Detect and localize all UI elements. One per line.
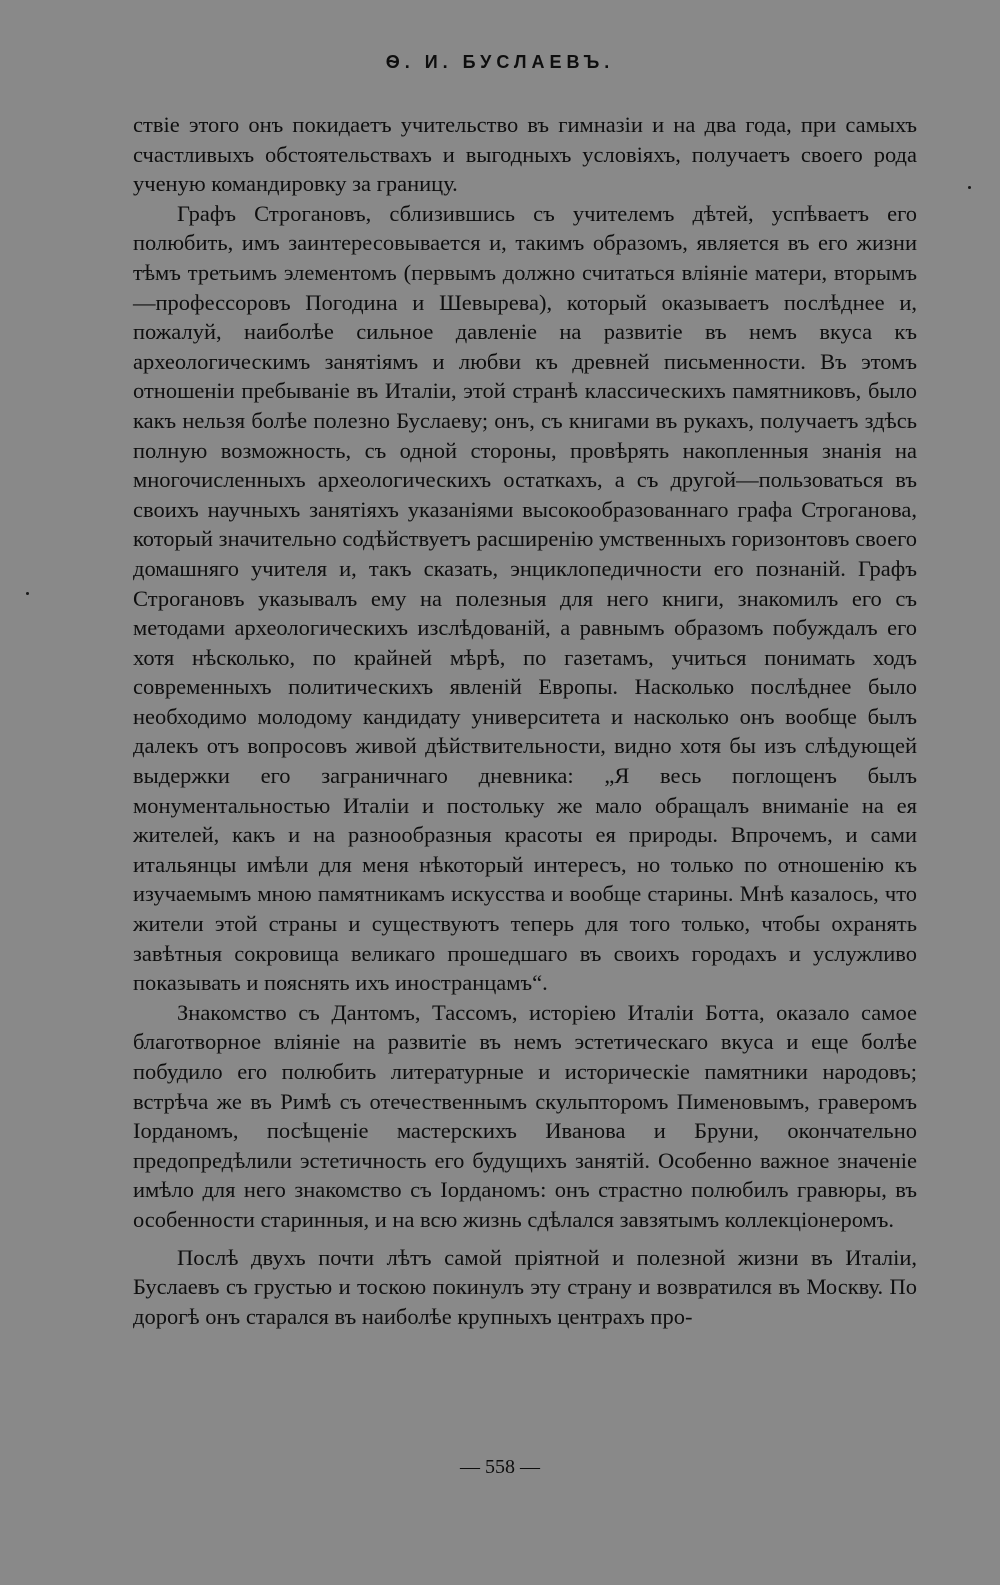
- running-header: Ѳ. И. БУСЛАЕВЪ.: [385, 52, 615, 72]
- scan-speck: [968, 186, 971, 189]
- paragraph: Послѣ двухъ почти лѣтъ самой пріятной и полезной жизни въ Италіи, Буслаевъ съ грустью и тоскою покинулъ эту страну и возвратился въ Москву. По дорогѣ онъ старался въ наиболѣе крупныхъ центрахъ про-: [133, 1244, 917, 1329]
- paragraph: Графъ Строгановъ, сблизившись съ учителемъ дѣтей, успѣваетъ его полюбить, имъ заинтересовывается и, такимъ образомъ, является въ его жизни тѣмъ третьимъ элементомъ (первымъ должно считаться вліяніе матери, вторымъ—профессоровъ Погодина и Шевырева), который оказываетъ послѣднее и, пожалуй, наиболѣе сильное давленіе на развитіе въ немъ вкуса къ археологическимъ занятіямъ и любви къ древней письменности. Въ этомъ отношеніи пребываніе въ Италіи, этой странѣ классическихъ памятниковъ, было какъ нельзя болѣе полезно Буслаеву; онъ, съ книгами въ рукахъ, получаетъ здѣсь полную возможность, съ одной стороны, провѣрять накопленныя знанія на многочисленныхъ археологическихъ остаткахъ, а съ другой—пользоваться въ своихъ научныхъ занятіяхъ указаніями высокообразованнаго графа Строганова, который значительно содѣйствуетъ расширенію умственныхъ горизонтовъ своего домашняго учителя и, такъ сказать, энциклопедичности его познаній. Графъ Строгановъ указывалъ ему на полезныя для него книги, знакомилъ его съ методами археологическихъ изслѣдованій, а равнымъ образомъ побуждалъ его хотя нѣсколько, по крайней мѣрѣ, по газетамъ, учиться понимать ходъ современныхъ политическихъ явленій Европы. Насколько послѣднее было необходимо молодому кандидату университета и насколько онъ вообще былъ далекъ отъ вопросовъ живой дѣйствительности, видно хотя бы изъ слѣдующей выдержки его заграничнаго дневника: „Я весь поглощенъ былъ монументальностью Италіи и постольку же мало обращалъ вниманіе на ея жителей, какъ и на разнообразныя красоты ея природы. Впрочемъ, и сами итальянцы имѣли для меня нѣкоторый интересъ, но только по отношенію къ изучаемымъ мною памятникамъ искусства и вообще старины. Мнѣ казалось, что жители этой страны и существуютъ теперь для того только, чтобы охранять завѣтныя сокровища великаго прошедшаго въ своихъ городахъ и услужливо показывать и пояснять ихъ иностранцамъ“.: [133, 200, 917, 996]
- paragraph-continuation: ствіе этого онъ покидаетъ учительство въ гимназіи и на два года, при самыхъ счастливыхъ обстоятельствахъ и выгодныхъ условіяхъ, получаетъ своего рода ученую командировку за границу.: [133, 112, 917, 197]
- scan-speck: [26, 592, 29, 595]
- page-number: — 558 —: [460, 1456, 540, 1478]
- paragraph: Знакомство съ Дантомъ, Тассомъ, исторіею Италіи Ботта, оказало самое благотворное вліяніе на развитіе въ немъ эстетическаго вкуса и еще болѣе побудило его полюбить литературные и историческіе памятники народовъ; встрѣча же въ Римѣ съ отечественнымъ скульпторомъ Пименовымъ, граверомъ Іорданомъ, посѣщеніе мастерскихъ Иванова и Бруни, окончательно предопредѣлили эстетичность его будущихъ занятій. Особенно важное значеніе имѣло для него знакомство съ Іорданомъ: онъ страстно полюбилъ гравюры, въ особенности старинныя, и на всю жизнь сдѣлался завзятымъ коллекціонеромъ.: [133, 999, 917, 1232]
- body-text: [133, 110, 917, 1331]
